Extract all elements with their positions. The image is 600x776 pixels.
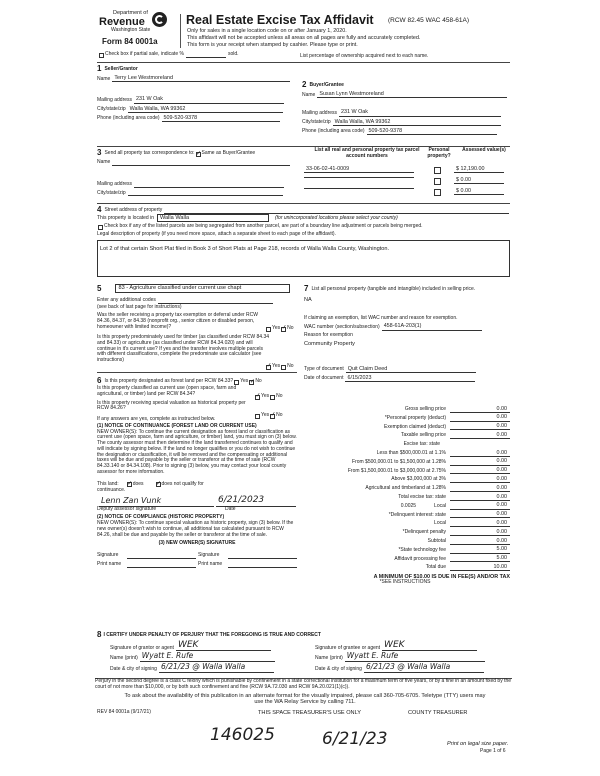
yes-checkbox[interactable]	[266, 365, 271, 370]
tax-row-label: Local	[434, 520, 446, 527]
timber-question-text: Is this property predominately used for timber (as classified under RCW 84.34 and 84.33) or agriculture (as classified under RCW 84.34.020) and will continue in it's current use? If yes and the transfer involves multiple parcels with different classifications, complete the predominate use calculator (see instructions)	[97, 334, 270, 363]
historic-question: Is this property receiving special valuation as historical property per RCW 84.26?	[97, 399, 246, 412]
seller-mailing-field[interactable]: 231 W Oak	[134, 96, 284, 103]
new-owner-signature-title: (3) NEW OWNER(S) SIGNATURE	[158, 540, 236, 547]
tax-row-value[interactable]: 0.00	[450, 538, 510, 545]
correspondence-mailing-field[interactable]	[134, 187, 284, 188]
table-row	[300, 518, 510, 527]
tax-row-value[interactable]: 0.00	[450, 529, 510, 536]
perjury-notice: Perjury in the second degree is a class C felony which is punishable by confinement in a state correctional institution for a maximum term of five years, or by a fine in an amount fixed by the court of not more than $10,000, or by both such confinement and fine (RCW 9A.72.030 and RCW 9A.20.021(1)(c)).	[95, 678, 512, 690]
notice-continuance-title: (1) NOTICE OF CONTINUANCE (FOREST LAND OR CURRENT USE)	[97, 422, 257, 429]
personal-property-checkbox[interactable]	[434, 167, 441, 174]
wac-label: WAC number (section/subsection)	[304, 323, 380, 330]
does-not-label: does not qualify for	[161, 480, 204, 487]
wac-field[interactable]: 458-61A-203(1)	[382, 323, 482, 330]
grantee-sig-label: Signature of grantee or agent	[315, 644, 381, 651]
parcels-col-personal: Personal property?	[427, 147, 451, 159]
tax-row-value[interactable]: 0.00	[450, 414, 510, 421]
current-use-question: Is this property classified as current use (open space, farm and agricultural, or timber) land per RCW 84.34?	[97, 385, 237, 397]
dor-label-revenue: Revenue	[99, 16, 145, 28]
table-row	[300, 545, 510, 554]
legal-description-label: Legal description of property (if you need more space, attach a separate sheet to each page of the affidavit).	[97, 231, 336, 237]
no-label: No	[287, 325, 294, 331]
swirl-icon	[152, 12, 167, 27]
tax-row-value[interactable]: 5.00	[450, 546, 510, 553]
no-checkbox[interactable]	[281, 327, 286, 332]
form-title: Real Estate Excise Tax Affidavit	[186, 13, 374, 27]
table-row	[300, 483, 510, 492]
seller-title: Seller/Grantor	[104, 66, 138, 73]
sold-label: sold.	[227, 51, 239, 57]
table-row	[300, 448, 510, 457]
yes-checkbox[interactable]	[255, 414, 260, 419]
partial-sale-percent-field[interactable]	[186, 57, 226, 58]
section-number: 4	[97, 205, 102, 214]
grantor-signature-block	[110, 640, 295, 676]
table-row	[300, 404, 510, 413]
tax-row-value[interactable]: 0.00	[450, 485, 510, 492]
parcels-col-number: List all real and personal property tax parcel account numbers	[314, 147, 420, 159]
buyer-city-field[interactable]: Walla Walla, WA 99362	[333, 119, 501, 126]
tax-row-label: Taxable selling price	[400, 432, 446, 439]
table-row	[300, 536, 510, 545]
tax-row-label: Excise tax: state	[403, 441, 440, 448]
street-address-row	[97, 205, 509, 214]
form-number: Form 84 0001a	[102, 37, 158, 46]
tax-row-value[interactable]: 0.00	[450, 423, 510, 430]
assessor-signature-label: Deputy assessor signature	[97, 505, 157, 512]
no-checkbox[interactable]	[270, 395, 275, 400]
assessed-value-field[interactable]: $ 0.00	[454, 188, 504, 195]
buyer-city-label: City/state/zip	[302, 119, 331, 126]
no-checkbox[interactable]	[281, 365, 286, 370]
timber-answer	[265, 364, 294, 370]
unincorporated-note: (for unincorporated locations please select your county)	[274, 215, 398, 222]
divider	[97, 203, 510, 204]
see-back-label: (see back of last page for instructions)	[97, 304, 182, 310]
section-number: 3	[97, 148, 102, 157]
buyer-phone-label: Phone (including area code)	[302, 128, 365, 135]
land-use-row	[97, 284, 290, 293]
tax-row-label: Local	[434, 502, 446, 509]
tax-row-label: Affidavit processing fee	[394, 555, 446, 562]
tax-row-value[interactable]: 0.00	[450, 467, 510, 474]
parcels-table	[302, 146, 512, 202]
tax-row-label: Total due	[425, 564, 446, 571]
personal-property-checkbox[interactable]	[434, 178, 441, 185]
tax-row-value[interactable]: 0.00	[450, 432, 510, 439]
correspondence-section	[97, 148, 297, 206]
correspondence-city-field[interactable]	[128, 195, 283, 196]
handwritten-receipt-number: 146025	[210, 725, 275, 745]
yes-label: Yes	[261, 393, 270, 399]
no-label: No	[255, 378, 262, 385]
table-row	[302, 188, 512, 197]
legal-description-field[interactable]	[97, 240, 510, 277]
does-not-checkbox[interactable]	[156, 482, 161, 487]
grantor-name-label: Name (print)	[110, 655, 138, 662]
tax-row-label: Exemption claimed (deduct)	[384, 423, 446, 430]
correspondence-mailing-label: Mailing address	[97, 180, 133, 187]
tax-row-label: Less than $500,000.01 at 1.1%	[376, 450, 446, 457]
seller-phone-label: Phone (including area code)	[97, 115, 160, 122]
ownership-note: List percentage of ownership acquired next to each name.	[300, 53, 429, 59]
buyer-section	[302, 80, 512, 150]
tax-calculation	[300, 404, 510, 584]
this-land-label: This land:	[97, 480, 119, 487]
section7	[304, 284, 510, 399]
correspondence-name-label: Name	[97, 159, 111, 166]
seller-name-label: Name	[97, 75, 111, 82]
yes-checkbox[interactable]	[255, 395, 260, 400]
availability-notice: To ask about the availability of this publication in an alternate format for the visually impaired, please call 360-705-6705. Teletype (TTY) users may use the WA Relay Service by calling 711.	[124, 693, 486, 706]
print-name-label: Print name	[198, 560, 223, 567]
yes-label: Yes	[240, 378, 249, 385]
tax-row-label: From $500,000.01 to $1,500,000 at 1.28%	[352, 458, 446, 465]
seller-city-label: City/state/zip	[97, 106, 126, 113]
grantee-date-city[interactable]: 6/21/23 @ Walla Walla	[364, 663, 484, 673]
section-number: 8	[97, 630, 102, 639]
parcel-number-field[interactable]	[304, 177, 414, 178]
parcel-number-field[interactable]: 33-06-02-41-0009	[304, 166, 414, 173]
see-instructions-note: *SEE INSTRUCTIONS	[379, 579, 431, 586]
table-row	[302, 166, 512, 175]
buyer-name-label: Name	[302, 91, 316, 98]
doc-type-field[interactable]: Quit Claim Deed	[346, 366, 476, 373]
same-as-buyer-label: Same as Buyer/Grantee	[201, 150, 256, 157]
no-label: No	[276, 393, 283, 399]
grantee-name-label: Name (print)	[315, 655, 343, 662]
partial-sale-row	[98, 52, 239, 58]
signature-label: Signature	[198, 552, 220, 559]
seller-mailing-label: Mailing address	[97, 96, 133, 103]
parcels-col-value: Assessed value(s)	[462, 147, 506, 153]
new-owner-signature-2[interactable]	[228, 558, 297, 559]
section-number: 1	[97, 64, 102, 73]
reason-label: Reason for exemption	[304, 331, 353, 338]
table-row	[300, 554, 510, 563]
reason-value[interactable]: Community Property	[304, 341, 355, 348]
tax-row-label: Agricultural and timberland at 1.28%	[365, 485, 446, 492]
table-row	[300, 510, 510, 519]
grantor-sig-label: Signature of grantor or agent	[110, 644, 174, 651]
additional-codes-label: Enter any additional codes	[97, 297, 156, 303]
yes-checkbox[interactable]	[266, 327, 271, 332]
land-use-select[interactable]: 83 - Agriculture classified under current use chapt	[115, 284, 290, 293]
minimum-due-note: A MINIMUM OF $10.00 IS DUE IN FEE(S) AND/OR TAX	[373, 574, 510, 581]
section-number: 7	[304, 284, 309, 293]
new-owner-print-name-2[interactable]	[228, 567, 297, 568]
segregated-label: Check box if any of the listed parcels are being segregated from another parcel, are part of a boundary line adjustment or parcels being merged.	[104, 223, 423, 229]
header-divider	[180, 14, 181, 48]
exemption-question	[97, 313, 267, 330]
assessor-date[interactable]: 6/21/2023	[216, 495, 296, 506]
tax-row-value[interactable]: 0.00	[450, 406, 510, 413]
forest-question: Is this property designated as forest land per RCW 84.33?	[104, 378, 234, 385]
new-owner-signature-1[interactable]	[127, 558, 196, 559]
divider	[97, 372, 297, 373]
dor-label-department: Department of	[113, 10, 148, 16]
tax-row-label: Above $3,000,000 at 3%	[391, 476, 446, 483]
grantor-signature[interactable]: WEK	[176, 640, 271, 651]
section6	[97, 376, 297, 626]
tax-row-value[interactable]: 0.00	[450, 502, 510, 509]
yes-label: Yes	[272, 363, 281, 369]
table-row	[300, 474, 510, 483]
tax-row-label: *Delinquent penalty	[402, 529, 446, 536]
section-number: 6	[97, 376, 102, 385]
location-row	[97, 214, 398, 222]
continuance-label: continuance.	[97, 487, 126, 494]
location-select[interactable]: Walla Walla	[157, 214, 269, 222]
street-address-label: Street address of property	[104, 207, 163, 214]
table-row	[300, 527, 510, 536]
tax-row-label: Total excise tax: state	[398, 494, 446, 501]
notice-compliance-text: NEW OWNER(S): To continue special valuation as historic property, sign (3) below. If the new owner(s) doesn't wish to continue, all additional tax calculated pursuant to RCW 84.26, shall be due and payable by the seller or transferor at the time of sale.	[97, 520, 294, 538]
divider	[97, 62, 510, 63]
tax-row-value[interactable]: 0.00	[450, 520, 510, 527]
legal-description-text: Lot 2 of that certain Short Plat filed in Book 3 of Short Plats at Page 218, records of Walla Walla County, Washington.	[100, 246, 390, 252]
handwritten-receipt-date: 6/21/23	[322, 729, 388, 749]
tax-row-label: *Delinquent interest: state	[388, 511, 446, 518]
same-as-buyer-checkbox[interactable]	[196, 152, 201, 157]
grantor-date-city[interactable]: 6/21/23 @ Walla Walla	[159, 663, 274, 673]
doc-date-label: Date of document	[304, 375, 344, 382]
form-citation: (RCW 82.45 WAC 458-61A)	[388, 17, 470, 24]
located-label: This property is located in	[97, 215, 154, 222]
seller-phone-field[interactable]: 509-520-9378	[162, 115, 280, 122]
header-note-1: Only for sales in a single location code on or after January 1, 2020.	[187, 28, 347, 34]
tax-row-value[interactable]: 0.00	[450, 458, 510, 465]
table-row	[300, 492, 510, 501]
no-label: No	[287, 363, 294, 369]
grantee-date-city-label: Date & city of signing	[315, 665, 362, 672]
historic-answer	[254, 413, 283, 419]
tax-row-value[interactable]: 0.00	[450, 494, 510, 501]
table-row	[300, 413, 510, 422]
assessed-value-field[interactable]: $ 12,190.00	[454, 166, 504, 173]
tax-row-label: Gross selling price	[404, 406, 446, 413]
segregated-row	[97, 224, 423, 230]
yes-label: Yes	[261, 412, 270, 418]
assessor-signature[interactable]: Lenn Zan Vunk	[99, 496, 214, 506]
grantor-date-city-label: Date & city of signing	[110, 665, 157, 672]
correspondence-city-label: City/state/zip	[97, 189, 126, 196]
header-note-2: This affidavit will not be accepted unless all areas on all pages are fully and accurately completed.	[187, 35, 421, 41]
exemption-answer	[265, 326, 294, 332]
personal-property-title: List all personal property (tangible and intangible) included in selling price.	[311, 286, 476, 293]
parcel-number-field[interactable]	[304, 188, 414, 189]
buyer-phone-field[interactable]: 509-520-9378	[367, 128, 497, 135]
grantee-signature-block	[315, 640, 510, 676]
dor-label-state: Washington State	[111, 27, 151, 33]
does-label: does	[132, 480, 144, 487]
revision-label: REV 84 0001a (9/17/21)	[97, 709, 151, 715]
buyer-mailing-field[interactable]: 231 W Oak	[339, 109, 501, 116]
new-owner-print-name-1[interactable]	[127, 567, 196, 568]
timber-question	[97, 335, 272, 364]
legal-paper-note: Print on legal size paper.	[447, 741, 509, 747]
answers-instructions: If any answers are yes, complete as instructed below.	[97, 416, 216, 423]
table-row	[300, 466, 510, 475]
certify-row	[97, 630, 321, 639]
no-checkbox[interactable]	[249, 380, 254, 385]
current-use-answer	[254, 394, 283, 400]
header-note-3: This form is your receipt when stamped by cashier. Please type or print.	[187, 42, 358, 48]
assessed-value-field[interactable]: $ 0.00	[454, 177, 504, 184]
treasurer-use-label: THIS SPACE TREASURER'S USE ONLY	[258, 710, 362, 716]
tax-row-value[interactable]: 0.00	[450, 511, 510, 518]
tax-row-value[interactable]: 0.00	[450, 476, 510, 483]
grantee-signature[interactable]: WEK	[382, 640, 477, 651]
page-number: Page 1 of 6	[480, 748, 506, 754]
does-checkbox[interactable]	[127, 482, 132, 487]
notice-continuance-text: NEW OWNER(S): To continue the current designation as forest land or classification as current use (open space, farm and agriculture, or timber) land, you must sign on (3) below. The county assessor must then determine if the land transferred continues to qualify and will indicate by signing below. If the land no longer qualifies or you do not wish to continue the designation or classification, it will be removed and the compensating or additional taxes will be due and payable by the seller or transferor at the time of sale (RCW 84.33.140 or 84.34.108). Prior to signing (3) below, you may contact your local county assessor for more information.	[97, 428, 297, 475]
table-row	[300, 439, 510, 448]
section-number: 5	[97, 284, 102, 293]
exemption-question-text: Was the seller receiving a property tax exemption or deferral under RCW 84.36, 84.37, or 84.38 (nonprofit org., senior citizen or disabled person, homeowner with limited income)?	[97, 312, 258, 330]
tax-row-value[interactable]: 5.00	[450, 555, 510, 562]
tax-row-label: *State technology fee	[398, 546, 446, 553]
yes-checkbox[interactable]	[234, 380, 239, 385]
personal-property-value[interactable]: NA	[304, 297, 312, 304]
grantee-name[interactable]: Wyatt E. Rufe	[345, 652, 485, 662]
personal-property-checkbox[interactable]	[434, 189, 441, 196]
notice-compliance-title: (2) NOTICE OF COMPLIANCE (HISTORIC PROPERTY)	[97, 514, 225, 521]
print-name-label: Print name	[97, 560, 122, 567]
partial-sale-checkbox[interactable]	[99, 53, 104, 58]
partial-sale-label: Check box if partial sale, indicate %	[105, 51, 184, 57]
signature-label: Signature	[97, 552, 119, 559]
additional-codes-row	[97, 298, 273, 304]
yes-label: Yes	[272, 325, 281, 331]
table-row	[300, 501, 510, 510]
correspondence-name-field[interactable]	[112, 165, 290, 166]
table-row	[300, 457, 510, 466]
section-number: 2	[302, 80, 307, 89]
grantor-name[interactable]: Wyatt E. Rufe	[140, 652, 275, 662]
segregated-checkbox[interactable]	[98, 225, 103, 230]
doc-date-field[interactable]: 6/15/2023	[345, 375, 475, 382]
tax-row-value[interactable]: 0.00	[450, 450, 510, 457]
seller-city-field[interactable]: Walla Walla, WA 99362	[128, 106, 283, 113]
buyer-mailing-label: Mailing address	[302, 109, 338, 116]
buyer-name-field[interactable]: Susan Lynn Westmoreland	[317, 91, 507, 98]
correspondence-label: Send all property tax correspondence to:	[104, 150, 195, 157]
table-row	[300, 562, 510, 571]
tax-row-value[interactable]: 10.00	[450, 564, 510, 571]
no-label: No	[276, 412, 283, 418]
tax-row-label: Subtotal	[427, 538, 446, 544]
table-row	[300, 430, 510, 439]
seller-section	[97, 64, 295, 144]
buyer-title: Buyer/Grantee	[309, 82, 344, 89]
doc-type-label: Type of document	[304, 366, 344, 373]
tax-row-label: *Personal property (deduct)	[384, 414, 446, 421]
table-row	[302, 177, 512, 186]
tax-row-label: From $1,500,000.01 to $3,000,000 at 2.75%	[347, 467, 446, 474]
table-row	[300, 422, 510, 431]
assessor-date-label: Date	[225, 505, 236, 512]
exemption-label: If claiming an exemption, list WAC number and reason for exemption.	[304, 314, 458, 321]
no-checkbox[interactable]	[270, 414, 275, 419]
county-treasurer-label: COUNTY TREASURER	[408, 710, 468, 716]
certify-statement: I CERTIFY UNDER PENALTY OF PERJURY THAT THE FOREGOING IS TRUE AND CORRECT	[103, 632, 321, 639]
local-rate: 0.0025	[400, 502, 417, 509]
seller-name-field[interactable]: Terry Lee Westmoreland	[112, 75, 290, 82]
